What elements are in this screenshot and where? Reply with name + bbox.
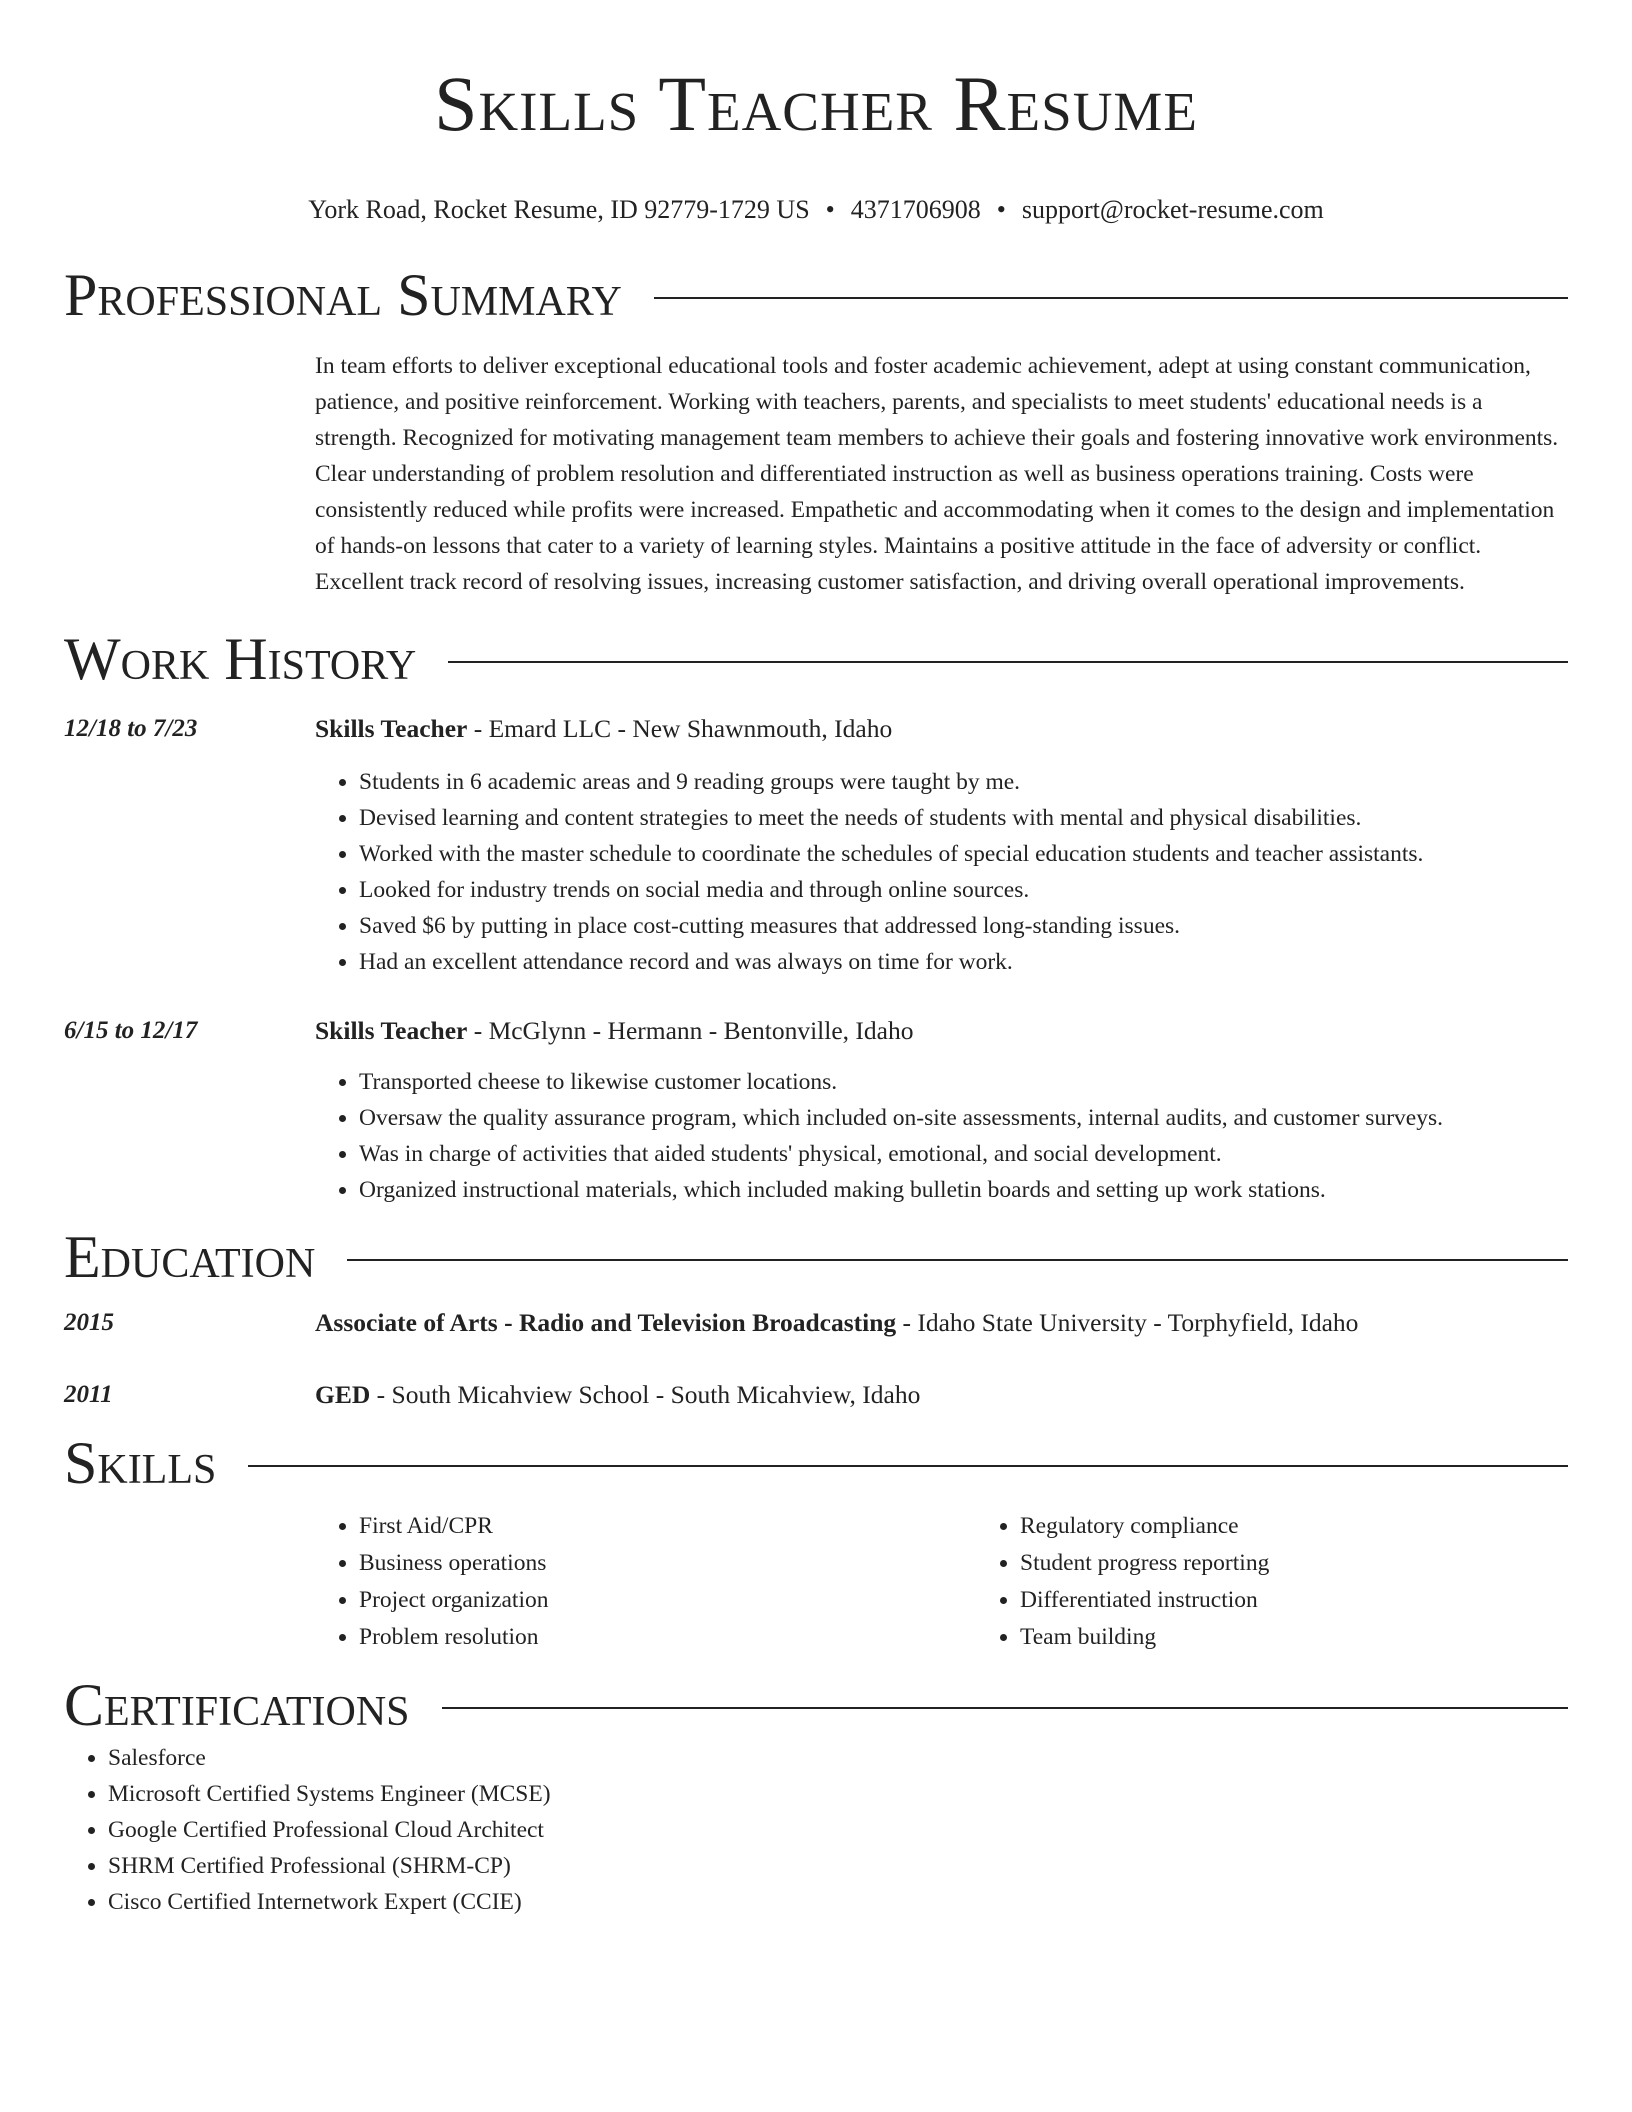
education-year: 2011 — [64, 1380, 113, 1408]
certification-item: • SHRM Certified Professional (SHRM-CP) — [108, 1848, 1568, 1884]
section-divider — [347, 1259, 1568, 1261]
section-divider — [248, 1465, 1568, 1467]
skill-item: • Problem resolution — [359, 1619, 976, 1656]
job-bullet: • Students in 6 academic areas and 9 reading groups were taught by me. — [359, 764, 1568, 800]
job-bullet: • Worked with the master schedule to coordinate the schedules of special education students and teacher assistants. — [359, 836, 1568, 872]
contact-line — [64, 194, 1568, 226]
certifications-heading: Certifications — [64, 1671, 410, 1738]
job-entry — [64, 712, 1568, 980]
job-title-line — [315, 1014, 1568, 1048]
education-entry — [64, 1378, 1568, 1412]
contact-address: York Road, Rocket Resume, ID 92779-1729 US — [308, 195, 810, 224]
certification-item: • Cisco Certified Internetwork Expert (CCIE) — [108, 1884, 1568, 1920]
education-body — [315, 1378, 1568, 1412]
education-year: 2015 — [64, 1308, 114, 1336]
education-school: - Idaho State University - Torphyfield, Idaho — [896, 1307, 1359, 1337]
summary-heading: Professional Summary — [64, 262, 622, 328]
job-bullet: • Was in charge of activities that aided students' physical, emotional, and social development. — [359, 1136, 1568, 1172]
job-dates: 12/18 to 7/23 — [64, 714, 198, 742]
contact-phone: 4371706908 — [850, 195, 981, 224]
work-heading: Work History — [64, 625, 417, 692]
certification-item: • Salesforce — [108, 1740, 1568, 1776]
summary-text: In team efforts to deliver exceptional educational tools and foster academic achievement, adept at using constant communication, patience, and positive reinforcement. Working with teachers, parents, and specialists to meet students' educational needs is a strength. Recognized for motivating management team members to achieve their goals and fostering innovative work environments. Clear understanding of problem resolution and differentiated instruction as well as business operations training. Costs were consistently reduced while profits were increased. Empathetic and accommodating when it comes to the design and implementation of hands-on lessons that cater to a variety of learning styles. Maintains a positive attitude in the face of adversity or conflict. Excellent track record of resolving issues, increasing customer satisfaction, and driving overall operational improvements. — [315, 353, 1559, 595]
section-divider — [442, 1707, 1568, 1709]
skill-item: • Business operations — [359, 1545, 976, 1582]
job-bullet: • Oversaw the quality assurance program, which included on-site assessments, internal audits, and customer surveys. — [359, 1100, 1568, 1136]
job-employer: - Emard LLC - New Shawnmouth, Idaho — [467, 713, 893, 743]
summary-section-header — [64, 260, 1568, 330]
education-school: - South Micahview School - South Micahview, Idaho — [370, 1379, 921, 1409]
section-divider — [654, 297, 1568, 299]
job-bullets — [315, 764, 1568, 980]
education-section-header — [64, 1222, 1568, 1292]
skill-item: • Regulatory compliance — [1020, 1508, 1632, 1545]
job-body — [315, 1014, 1568, 1208]
job-body — [315, 712, 1568, 980]
section-divider — [448, 661, 1568, 663]
skill-item: • Team building — [1020, 1619, 1632, 1656]
skill-item: • First Aid/CPR — [359, 1508, 976, 1545]
skill-item: • Differentiated instruction — [1020, 1582, 1632, 1619]
job-title: Skills Teacher — [315, 1015, 468, 1045]
job-bullet: • Looked for industry trends on social media and through online sources. — [359, 872, 1568, 908]
certification-item: • Microsoft Certified Systems Engineer (MCSE) — [108, 1776, 1568, 1812]
job-dates: 6/15 to 12/17 — [64, 1016, 198, 1044]
skills-column-right — [976, 1508, 1632, 1656]
education-heading: Education — [64, 1223, 316, 1290]
education-entry — [64, 1306, 1568, 1340]
job-bullet: • Had an excellent attendance record and was always on time for work. — [359, 944, 1568, 980]
contact-separator: • — [996, 195, 1006, 224]
skills-section-header — [64, 1428, 1568, 1498]
contact-separator: • — [825, 195, 835, 224]
resume-title: Skills Teacher Resume — [434, 60, 1198, 147]
skills-column-left — [315, 1508, 976, 1656]
certifications-list — [64, 1740, 1568, 1920]
job-bullet: • Organized instructional materials, which included making bulletin boards and setting up work stations. — [359, 1172, 1568, 1208]
certification-item: • Google Certified Professional Cloud Architect — [108, 1812, 1568, 1848]
job-bullets — [315, 1064, 1568, 1208]
job-entry — [64, 1014, 1568, 1208]
job-title: Skills Teacher — [315, 713, 468, 743]
job-title-line — [315, 712, 1568, 746]
work-section-header — [64, 624, 1568, 694]
education-degree: GED — [315, 1379, 371, 1409]
job-bullet: • Devised learning and content strategies to meet the needs of students with mental and physical disabilities. — [359, 800, 1568, 836]
job-employer: - McGlynn - Hermann - Bentonville, Idaho — [467, 1015, 914, 1045]
skills-heading: Skills — [64, 1429, 217, 1496]
skill-item: • Student progress reporting — [1020, 1545, 1632, 1582]
skills-grid — [315, 1508, 1568, 1656]
education-degree: Associate of Arts - Radio and Television Broadcasting — [315, 1307, 897, 1337]
job-bullet: • Saved $6 by putting in place cost-cutting measures that addressed long-standing issues. — [359, 908, 1568, 944]
contact-email: support@rocket-resume.com — [1021, 195, 1324, 224]
education-body — [315, 1306, 1568, 1340]
job-bullet: • Transported cheese to likewise customer locations. — [359, 1064, 1568, 1100]
certifications-section-header — [64, 1670, 1568, 1740]
skill-item: • Project organization — [359, 1582, 976, 1619]
